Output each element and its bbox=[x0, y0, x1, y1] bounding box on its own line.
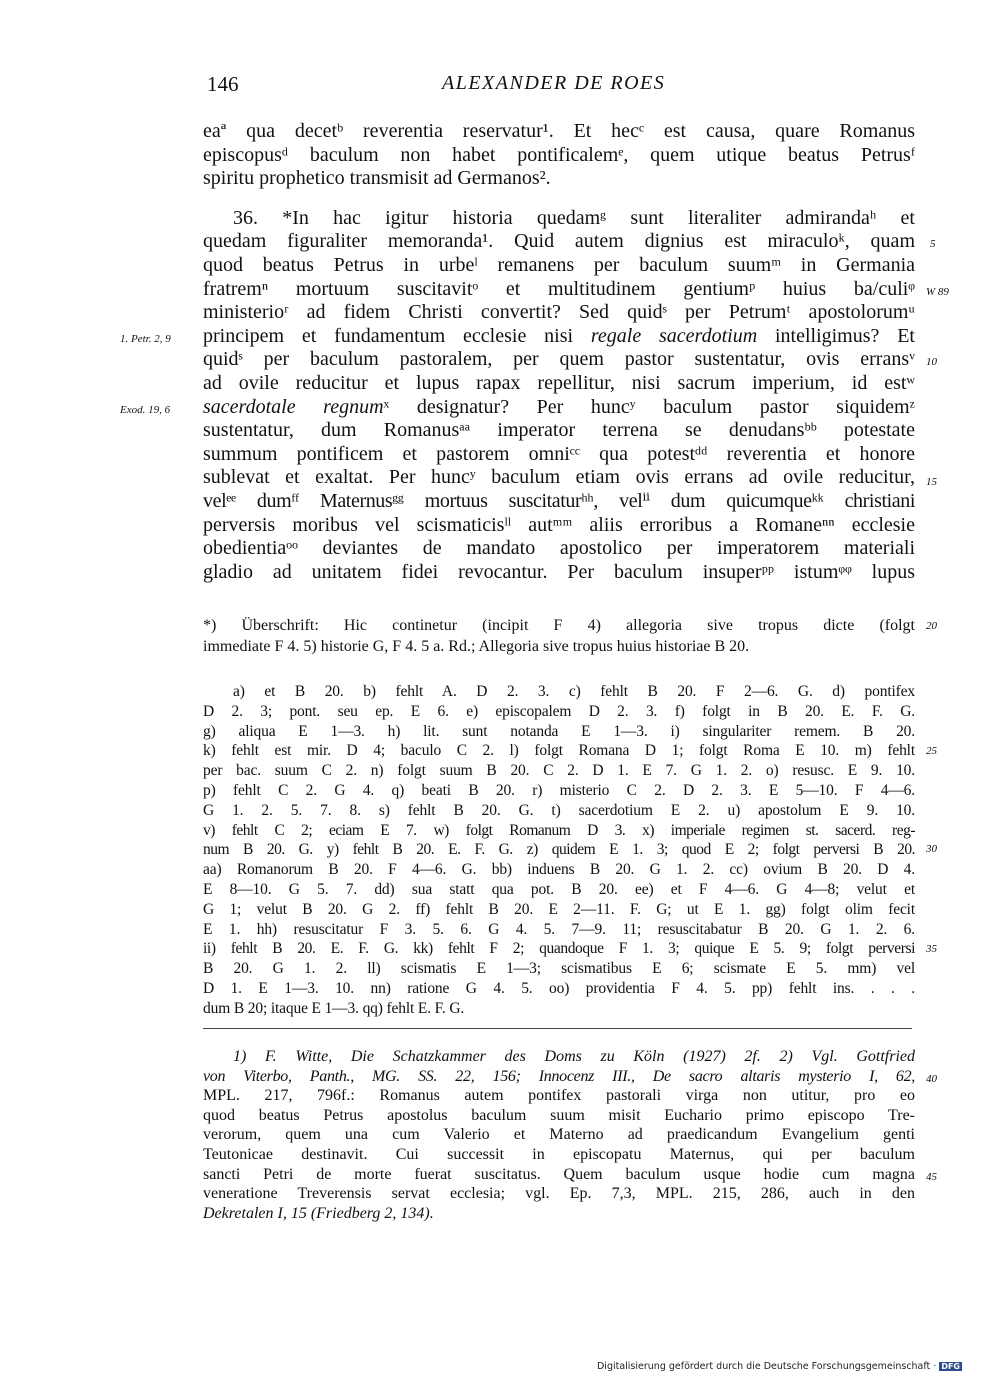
italic-phrase: regale sacerdotium bbox=[590, 324, 758, 347]
text-line: gladio ad unitatem fidei revocantur. Per baculum insuperᵖᵖ istumᵠᵠ lupus bbox=[203, 560, 915, 583]
text-line: spiritu prophetico transmisit ad Germanos². bbox=[203, 167, 551, 190]
footnote-rule bbox=[203, 1028, 912, 1029]
dfg-logo-icon: DFG bbox=[941, 1362, 960, 1371]
text-line: eaª qua decetᵇ reverentia reservatur¹. Et hecᶜ est causa, quare Romanus bbox=[203, 120, 915, 142]
text-line: sublevat et exaltat. Per huncʸ baculum etiam ovis errans ad ovile reducitur, bbox=[203, 466, 915, 489]
apparatus-line: a) et B 20. b) fehlt A. D 2. 3. c) fehlt B 20. F 2—6. G. d) pontifex bbox=[233, 683, 915, 700]
footnote-line: Teutonicae destinavit. Cui successit in episcopatu Maternus, qui per baculum bbox=[203, 1145, 915, 1163]
apparatus-line: dum B 20; itaque E 1—3. qq) fehlt E. F. G. bbox=[203, 999, 465, 1017]
margin-citation-left: Exod. 19, 6 bbox=[120, 404, 171, 416]
line-number: 5 bbox=[930, 238, 936, 250]
text-line: sacerdotale regnumˣ designatur? Per huncʸ baculum pastor siquidemᶻ bbox=[203, 395, 915, 418]
footnote-line: 1) F. Witte, Die Schatzkammer des Doms zu Köln (1927) 2f. 2) Vgl. Gottfried bbox=[233, 1048, 915, 1065]
footnote-line: verorum, quem una cum Valerio et Materno ad praedicandum Evangelium genti bbox=[203, 1126, 915, 1144]
text-line: summum pontificem et pastorem omniᶜᶜ qua potestᵈᵈ reverentia et honore bbox=[203, 442, 915, 465]
apparatus-line: B 20. G 1. 2. ll) scismatis E 1—3; scismatibus E 6; scismate E 5. mm) vel bbox=[203, 960, 915, 978]
text-line: episcopusᵈ baculum non habet pontificalemᵉ, quem utique beatus Petrusᶠ bbox=[203, 143, 915, 166]
footnote-line: quod beatus Petrus apostolus baculum suum misit Euchario primo episcopo Tre- bbox=[203, 1106, 915, 1124]
line-number: 35 bbox=[926, 943, 937, 955]
apparatus-line: k) fehlt est mir. D 4; baculo C 2. l) folgt Romana D 1; folgt Roma E 10. m) fehlt bbox=[203, 742, 915, 760]
page-number: 146 bbox=[207, 72, 239, 96]
apparatus-line: v) fehlt C 2; eciam E 7. w) folgt Romanum D 3. x) imperiale regimen st. sacerd. reg- bbox=[203, 821, 915, 839]
margin-citation-left: 1. Petr. 2, 9 bbox=[120, 333, 171, 345]
line-number: 20 bbox=[926, 620, 937, 632]
text-line: ministerioʳ ad fidem Christi convertit? Sed quidˢ per Petrumᵗ apostolorumᵘ bbox=[203, 301, 915, 324]
apparatus-line: ii) fehlt B 20. E. F. G. kk) fehlt F 2; quandoque F 1. 3; quique E 5. 9; folgt perversi bbox=[203, 940, 915, 958]
text-line: perversis moribus vel scismaticisˡˡ autᵐᵐ aliis erroribus a Romaneⁿⁿ ecclesie bbox=[203, 513, 915, 536]
apparatus-line: p) fehlt C 2. G 4. q) beati B 20. r) misterio C 2. D 2. 3. E 5—10. F 4—6. bbox=[203, 781, 915, 799]
text-line: 36. *In hac igitur historia quedamᵍ sunt literaliter admirandaʰ et bbox=[233, 206, 915, 229]
apparatus-line: g) aliqua E 1—3. h) lit. sunt notanda E 1—3. i) singulariter remem. B 20. bbox=[203, 722, 915, 740]
footnote-line: MPL. 217, 796f.: Romanus autem pontifex pastorali virga non utitur, pro eo bbox=[203, 1087, 915, 1105]
italic-phrase: sacerdotale regnum bbox=[203, 395, 384, 418]
line-number: 15 bbox=[926, 476, 937, 488]
footnote-line: sancti Petri de morte fuerat suscitatus. Quem baculum usque hodie cum magna bbox=[203, 1165, 915, 1183]
line-number: 10 bbox=[926, 356, 937, 368]
footnote-line: veneratione Treverensis servat ecclesia; vgl. Ep. 7,3, MPL. 215, 286, auch in den bbox=[203, 1185, 915, 1203]
headline-variant-note bbox=[203, 615, 915, 657]
text-line: quod beatus Petrus in urbeˡ remanens per baculum suumᵐ in Germania bbox=[203, 253, 915, 276]
digitization-credit bbox=[597, 1361, 962, 1372]
text-line: quedam figuraliter memoranda¹. Quid autem dignius est miraculoᵏ, quam bbox=[203, 230, 915, 253]
apparatus-line: D 1. E 1—3. 10. nn) ratione G 4. 5. oo) providentia F 4. 5. pp) fehlt ins. . . . bbox=[203, 979, 915, 997]
running-title: ALEXANDER DE ROES bbox=[442, 72, 666, 94]
text-line: ad ovile reducitur et lupus rapax repellitur, nisi sacrum imperium, id estʷ bbox=[203, 371, 915, 394]
text-line: quidˢ per baculum pastoralem, per quem pastor sustentatur, ovis erransᵛ bbox=[203, 348, 915, 371]
apparatus-line: per bac. suum C 2. n) folgt suum B 20. C 2. D 1. E 7. G 1. 2. o) resusc. E 9. 10. bbox=[203, 762, 915, 780]
apparatus-line: E 8—10. G 5. 7. dd) sua statt qua pot. B 20. ee) et F 4—6. G 4—8; velut et bbox=[203, 880, 915, 898]
text-line: fratremⁿ mortuum suscitavitᵒ et multitudinem gentiumᵖ huius ba/culiᵠ bbox=[203, 277, 915, 300]
variant-line: *) Überschrift: Hic continetur (incipit F 4) allegoria sive tropus dicte (folgt bbox=[203, 617, 915, 634]
apparatus-line: D 2. 3; pont. seu ep. E 6. e) episcopalem D 2. 3. f) folgt in B 20. E. F. G. bbox=[203, 702, 915, 720]
variant-line: immediate F 4. 5) historie G, F 4. 5 a. Rd.; Allegoria sive tropus huius historiae B 20. bbox=[203, 638, 750, 655]
main-text bbox=[203, 120, 915, 584]
line-number: 30 bbox=[926, 843, 937, 855]
apparatus-line: G 1; velut B 20. G 2. ff) fehlt B 20. E 2—11. F. G; ut E 1. gg) folgt olim fecit bbox=[203, 900, 915, 918]
apparatus-line: num B 20. G. y) fehlt B 20. E. F. G. z) quidem E 1. 3; quod E 2; folgt perversi B 20. bbox=[203, 841, 915, 859]
apparatus-line: G 1. 2. 5. 7. 8. s) fehlt B 20. G. t) sacerdotium E 2. u) apostolum E 9. 10. bbox=[203, 801, 915, 819]
footnotes bbox=[203, 1047, 915, 1223]
critical-apparatus bbox=[203, 682, 915, 1019]
text-line: velᵉᵉ dumᶠᶠ Maternusᵍᵍ mortuus suscitaturʰʰ, velⁱⁱ dum quicumqueᵏᵏ christiani bbox=[203, 489, 915, 512]
footnote-line: von Viterbo, Panth., MG. SS. 22, 156; Innocenz III., De sacro altaris mysterio I, 62, bbox=[203, 1067, 915, 1085]
line-number: 45 bbox=[926, 1171, 937, 1183]
text-line: sustentatur, dum Romanusᵃᵃ imperator terrena se denudansᵇᵇ potestate bbox=[203, 419, 915, 442]
text-line: obedientiaᵒᵒ deviantes de mandato apostolico per imperatorem materiali bbox=[203, 537, 915, 560]
line-number: 40 bbox=[926, 1073, 937, 1085]
apparatus-line: E 1. hh) resuscitatur F 3. 5. 6. G 4. 5. 7—9. 11; resuscitabatur B 20. G 1. 2. 6. bbox=[203, 920, 915, 938]
credit-text: Digitalisierung gefördert durch die Deutsche Forschungsgemeinschaft · bbox=[596, 1361, 937, 1372]
line-number: 25 bbox=[926, 745, 937, 757]
footnote-line: Dekretalen I, 15 (Friedberg 2, 134). bbox=[203, 1204, 434, 1222]
apparatus-line: aa) Romanorum B 20. F 4—6. G. bb) induens B 20. G 1. 2. cc) ovium B 20. D 4. bbox=[203, 861, 915, 879]
margin-folio: W 89 bbox=[926, 286, 949, 298]
text-line: principem et fundamentum ecclesie nisi regale sacerdotium intelligimus? Et bbox=[203, 324, 915, 347]
